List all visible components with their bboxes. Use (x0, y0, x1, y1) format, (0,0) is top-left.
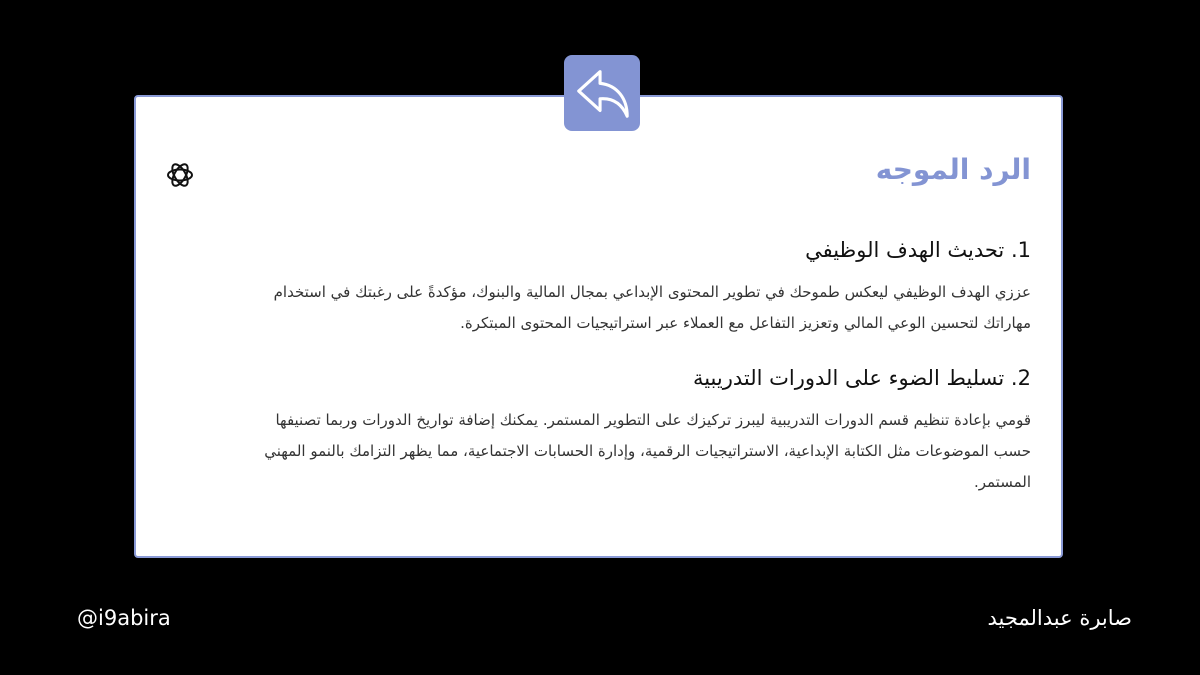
reply-arrow-icon (571, 62, 633, 124)
openai-logo-icon (164, 159, 196, 191)
response-card (134, 95, 1063, 558)
reply-badge (564, 55, 640, 131)
social-handle: @i9abira (77, 606, 171, 630)
card-title: الرد الموجه (875, 153, 1031, 186)
section-body-2: قومي بإعادة تنظيم قسم الدورات التدريبية ليبرز تركيزك على التطوير المستمر. يمكنك إضافة تواريخ الدورات وربما تصنيفها حسب الموضوعات مثل الكتابة الإبداعية، الاستراتيجيات الرقمية، وإدارة الحسابات الاجتماعية، مما يظهر التزامك بالنمو المهني المستمر. (264, 411, 1031, 491)
author-name: صابرة عبدالمجيد (987, 606, 1132, 630)
section-heading-1: 1. تحديث الهدف الوظيفي (805, 238, 1031, 262)
section-body-1: عززي الهدف الوظيفي ليعكس طموحك في تطوير المحتوى الإبداعي بمجال المالية والبنوك، مؤكدةً على رغبتك في استخدام مهاراتك لتحسين الوعي المالي وتعزيز التفاعل مع العملاء عبر استراتيجيات المحتوى المبتكرة. (273, 283, 1031, 332)
section-heading-2: 2. تسليط الضوء على الدورات التدريبية (692, 366, 1031, 390)
card-content (251, 147, 1031, 498)
